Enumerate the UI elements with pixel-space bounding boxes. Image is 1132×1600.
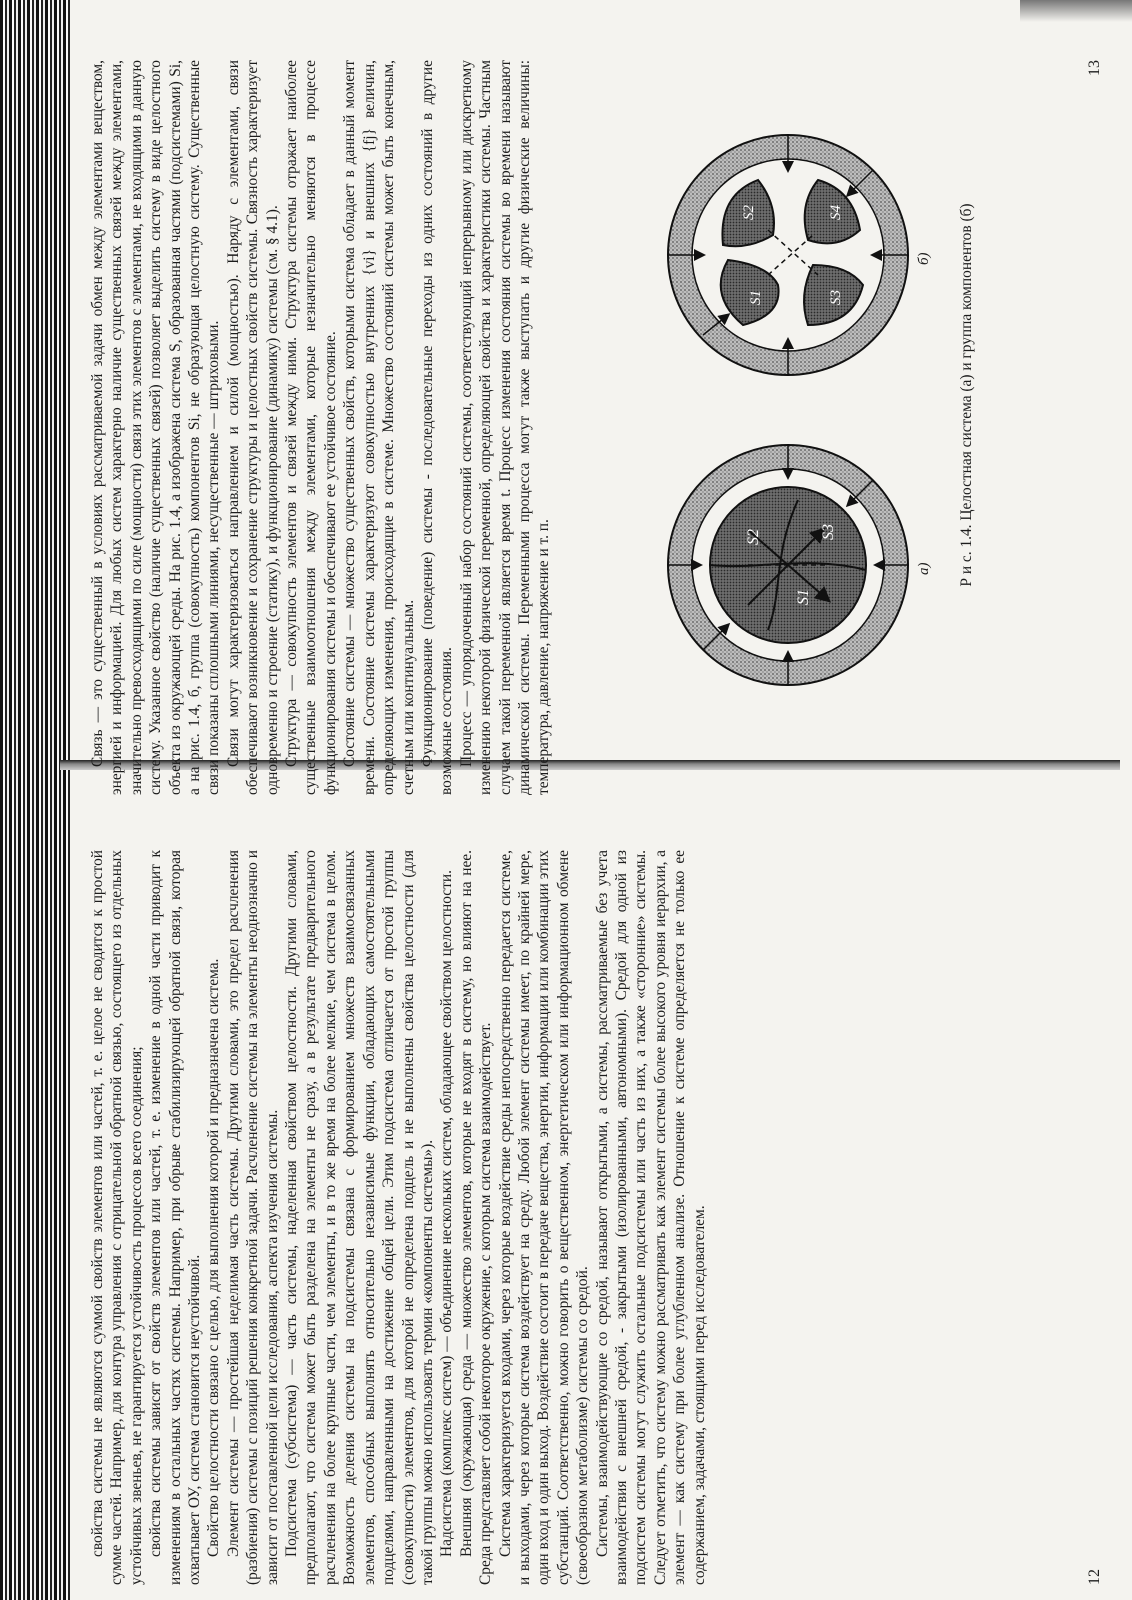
paragraph: Системы, взаимодействующие со средой, называют открытыми, а системы, рассматриваемые без учета взаимодействия с внешней средой, - закрытыми (изолированными, автономными). Средой для одной из подсистем системы могут служить остальные подсистемы или часть из них, а также «сторонние» системы. Следует отметить, что систему можно рассматривать как элемент системы более высокого уровня иерархии, а элемент — как систему при более углубленном анализе. Отношение к системе определяется не только ее содержанием, задачами, стоящими перед исследователем. bbox=[593, 850, 708, 1585]
paragraph: Связи могут характеризоваться направлением и силой (мощностью). Наряду с элементами, связи обеспечивают возникновение и сохранение структуры и целостных свойств системы. Связность характеризует одновременно и строение (статику), и функционирование (динамику) системы (см. § 4.1). bbox=[224, 60, 281, 795]
part-label: S1 bbox=[795, 589, 812, 605]
paragraph: Структура — совокупность элементов и связей между ними. Структура системы отражает наиболее существенные взаимоотношения между элементами, которые незначительно меняются в процессе функционирования системы и обеспечивают ее устойчивое состояние. bbox=[283, 60, 339, 795]
figure-diagram bbox=[648, 75, 948, 755]
part-label: S1 bbox=[748, 290, 764, 305]
figure-label-b: б) bbox=[916, 252, 932, 265]
part-label: S3 bbox=[820, 524, 837, 540]
paragraph: Надсистема (комплекс систем) — объединение нескольких систем, обладающее свойством целостности. bbox=[438, 870, 456, 1557]
paragraph: Подсистема (субсистема) — часть системы, наделенная свойством целостности. Другими словами, предполагают, что система может быть разделена на элементы не сразу, а в результате предварительного расчленения на более крупные части, чем элементы, и в то же время на более мелкие, чем система в целом. Возможность деления системы на подсистемы связана с формированием множеств взаимосвязанных элементов, способных выполнять относительно независимые функции, обладающих самостоятельными подцелями, направленными на достижение общей цели. Этим подсистема отличается от простой группы (совокупности) элементов, для которой не определена подцель и не выполнены свойства целостности (для такой группы можно использовать термин «компоненты системы»). bbox=[283, 850, 436, 1585]
paragraph: Элемент системы — простейшая неделимая часть системы. Другими словами, это предел расчленения (разбиения) системы с позиций решения конкретной задачи. Расчленение системы на элементы неоднозначно и зависит от поставленной цели исследования, аспекта изучения системы. bbox=[224, 850, 281, 1585]
scanner-top-shadow bbox=[1020, 0, 1132, 22]
paragraph: Функционирование (поведение) системы - последовательные переходы из одних состояний в другие возможные состояния. bbox=[418, 60, 456, 795]
part-label: S3 bbox=[828, 290, 844, 305]
paragraph: Процесс — упорядоченный набор состояний системы, соответствующий непрерывному или дискретному изменению некоторой физической переменной, определяющей свойства и характеристики системы. Частным случаем такой переменной является время t. Процесс изменения состояния системы во времени называют динамической системы. Переменными процесса могут также выступать и другие физические величины: температура, давление, напряжение и т. п. bbox=[457, 60, 553, 795]
page-number: 12 bbox=[1086, 1569, 1103, 1585]
paragraph: свойства системы зависят от свойств элементов или частей, т. е. изменение в одной части приводит к изменениям в остальных частях системы. Например, при обрыве стабилизирующей обратной связи, которая охватывает ОУ, система становится неустойчивой. bbox=[147, 850, 204, 1585]
paragraph: Свойство целостности связано с целью, для выполнения которой и предназначена система. bbox=[205, 958, 223, 1557]
page-12-text bbox=[88, 850, 709, 1585]
paragraph: Внешняя (окружающая) среда — множество элементов, которые не входят в систему, но влияют на нее. Среда представляет собой некоторое окружение, с которым система взаимодействует. bbox=[457, 850, 495, 1585]
paragraph: Система характеризуется входами, через которые воздействие среды непосредственно передается системе, и выходами, через которые система воздействует на среду. Любой элемент системы имеет, по крайней мере, один вход и один выход. Воздействие состоит в передаче вещества, энергии, информации или комбинации этих субстанций. Соответственно, можно говорить о вещественном, энергетическом или информационном обмене (своеобразном метаболизме) системы со средой. bbox=[496, 850, 592, 1585]
scanner-edge bbox=[0, 0, 70, 1600]
part-label: S4 bbox=[828, 205, 844, 220]
page-number: 13 bbox=[1086, 60, 1103, 76]
figure-1-4 bbox=[648, 75, 978, 755]
paragraph: Связь — это существенный в условиях рассматриваемой задачи обмен между элементами веществом, энергией и информацией. Для любых систем характерно наличие существенных связей между элементами, значительно превосходящими по силе (мощности) связи этих элементов с элементами, не входящими в данную систему. Указанное свойство (наличие существенных связей) позволяет выделить систему в виде целостного объекта из окружающей среды. На рис. 1.4, а изображена система S, образованная частями (подсистемами) Si, а на рис. 1.4, б, группа (совокупность) компонентов Si, не образующая целостную систему. Существенные связи показаны сплошными линиями, несущественные — штриховыми. bbox=[89, 60, 223, 795]
figure-a bbox=[668, 445, 908, 685]
page-13-text bbox=[88, 60, 554, 795]
page-13 bbox=[88, 60, 1118, 795]
figure-caption: Р и с. 1.4. Целостная система (а) и группа компонентов (б) bbox=[958, 203, 975, 587]
part-label: S2 bbox=[741, 205, 757, 220]
paragraph: свойства системы не являются суммой свойств элементов или частей, т. е. целое не сводится к простой сумме частей. Например, для контура управления с отрицательной обратной связью, состоящего из отдельных устойчивых звеньев, не гарантируется устойчивость процессов всего соединения; bbox=[89, 850, 145, 1585]
figure-label-a: а) bbox=[916, 562, 932, 575]
part-label: S2 bbox=[745, 529, 762, 545]
figure-b bbox=[668, 135, 908, 375]
paragraph: Состояние системы — множество существенных свойств, которыми система обладает в данный момент времени. Состояние системы характеризуют совокупностью внутренних {vi} и внешних {fj} величин, определяющих изменения, происходящие в системе. Множество состояний системы может быть конечным, счетным или континуальным. bbox=[341, 60, 417, 795]
page-12 bbox=[88, 850, 1118, 1585]
